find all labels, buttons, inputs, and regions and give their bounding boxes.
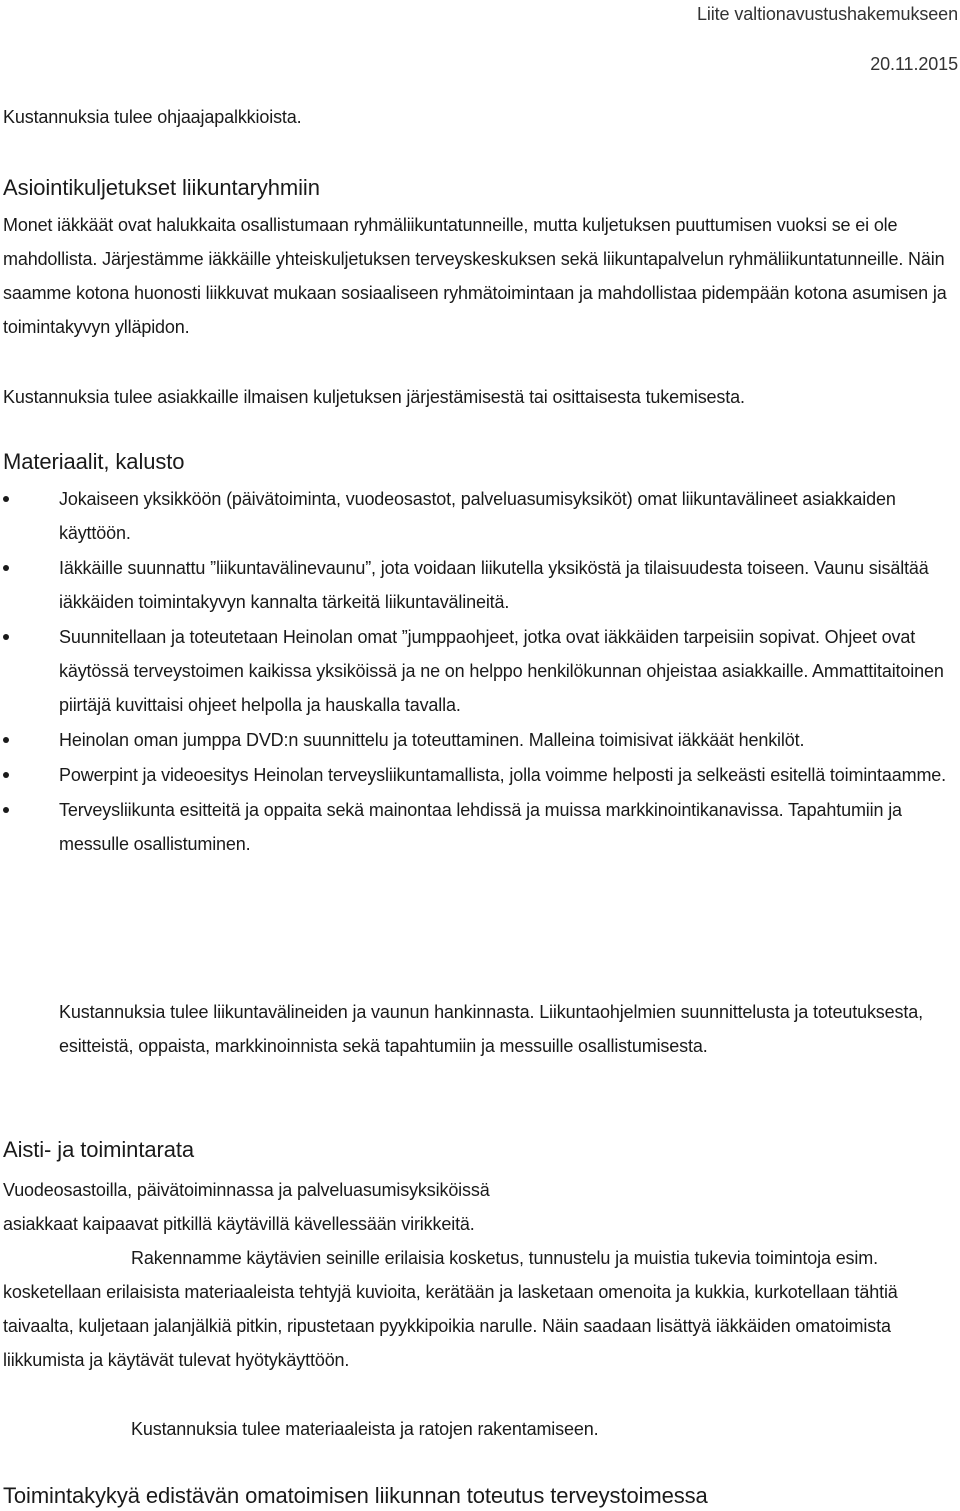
bullet-item [0,723,960,757]
section3-cost: Kustannuksia tulee materiaaleista ja ratojen rakentamiseen. [131,1419,599,1439]
bullet-text: Heinolan oman jumppa DVD:n suunnittelu ja toteuttaminen. Malleina toimisivat iäkkäät henkilöt. [59,730,805,750]
bullet-text: Jokaiseen yksikköön (päivätoiminta, vuodeosastot, palveluasumisyksiköt) omat liikuntavälineet asiakkaiden käyttöön. [59,489,896,543]
bullet-item [0,551,960,619]
section-heading-asiointikuljetukset: Asiointikuljetukset liikuntaryhmiin [3,175,320,200]
bullet-item [0,482,960,550]
bullet-dot-icon [3,737,9,743]
bullet-text: Suunnitellaan ja toteutetaan Heinolan omat ”jumppaohjeet, jotka ovat iäkkäiden tarpeisiin sopivat. Ohjeet ovat käytössä terveystoimen kaikissa yksiköissä ja ne on helppo henkilökunnan ohjeistaa asiakkaille. Ammattitaitoinen piirtäjä kuvittaisi ohjeet helpolla ja hauskalla tavalla. [59,627,944,715]
section3-paragraph: Rakennamme käytävien seinille erilaisia kosketus, tunnustelu ja muistia tukevia toimintoja esim. kosketellaan erilaisista materiaaleista tehtyjä kuvioita, kerätään ja lasketaan omenoita ja kukkia, kurkotellaan tähtiä taivaalta, kuljetaan jalanjälkiä pitkin, ripustetaan pyykkipoikia narulle. Näin saadaan lisättyä iäkkäiden omatoimista liikkumista ja käytävät tulevat hyötykäyttöön. [3,1248,898,1370]
section2-cost: Kustannuksia tulee liikuntavälineiden ja vaunun hankinnasta. Liikuntaohjelmien suunnittelusta ja toteutuksesta, esitteistä, oppaista, markkinoinnista sekä tapahtumiin ja messuille osallistumisesta. [59,1002,923,1056]
section1-cost: Kustannuksia tulee asiakkaille ilmaisen kuljetuksen järjestämisestä tai osittaisesta tukemisesta. [3,387,745,407]
bullet-text: Powerpint ja videoesitys Heinolan terveysliikuntamallista, jolla voimme helposti ja selkeästi esitellä toimintaamme. [59,765,946,785]
header-date: 20.11.2015 [870,54,958,74]
bullet-item [0,758,960,792]
bullet-item [0,620,960,722]
bullet-dot-icon [3,807,9,813]
section-heading-aisti-ja-toimintarata: Aisti- ja toimintarata [3,1137,194,1162]
header-title: Liite valtionavustushakemukseen [696,4,958,24]
bullet-item [0,793,960,861]
materials-bullet-list [0,482,960,862]
section3-line2: asiakkaat kaipaavat pitkillä käytävillä kävellessään virikkeitä. [3,1214,475,1234]
bullet-text: Iäkkäille suunnattu ”liikuntavälinevaunu”, jota voidaan liikutella yksiköstä ja tilaisuudesta toiseen. Vaunu sisältää iäkkäiden toimintakyvyn kannalta tärkeitä liikuntavälineitä. [59,558,929,612]
section1-paragraph: Monet iäkkäät ovat halukkaita osallistumaan ryhmäliikuntatunneille, mutta kuljetuksen puuttumisen vuoksi se ei ole mahdollista. Järjestämme iäkkäille yhteiskuljetuksen terveyskeskuksen sekä liikuntapalvelun ryhmäliikuntatunneille. Näin saamme kotona huonosti liikkuvat mukaan sosiaaliseen ryhmätoimintaan ja mahdollistaa pidempään kotona asumisen ja toimintakyvyn ylläpidon. [3,215,947,337]
bullet-dot-icon [3,496,9,502]
section-heading-materiaalit: Materiaalit, kalusto [3,449,185,474]
section-heading-toimintakykya: Toimintakykyä edistävän omatoimisen liikunnan toteutus terveystoimessa [3,1483,708,1508]
bullet-dot-icon [3,772,9,778]
bullet-dot-icon [3,565,9,571]
bullet-text: Terveysliikunta esitteitä ja oppaita sekä mainontaa lehdissä ja muissa markkinointikanavissa. Tapahtumiin ja messulle osallistuminen. [59,800,902,854]
intro-cost-text: Kustannuksia tulee ohjaajapalkkioista. [3,107,302,127]
section3-line1: Vuodeosastoilla, päivätoiminnassa ja palveluasumisyksiköissä [3,1180,490,1200]
bullet-dot-icon [3,634,9,640]
